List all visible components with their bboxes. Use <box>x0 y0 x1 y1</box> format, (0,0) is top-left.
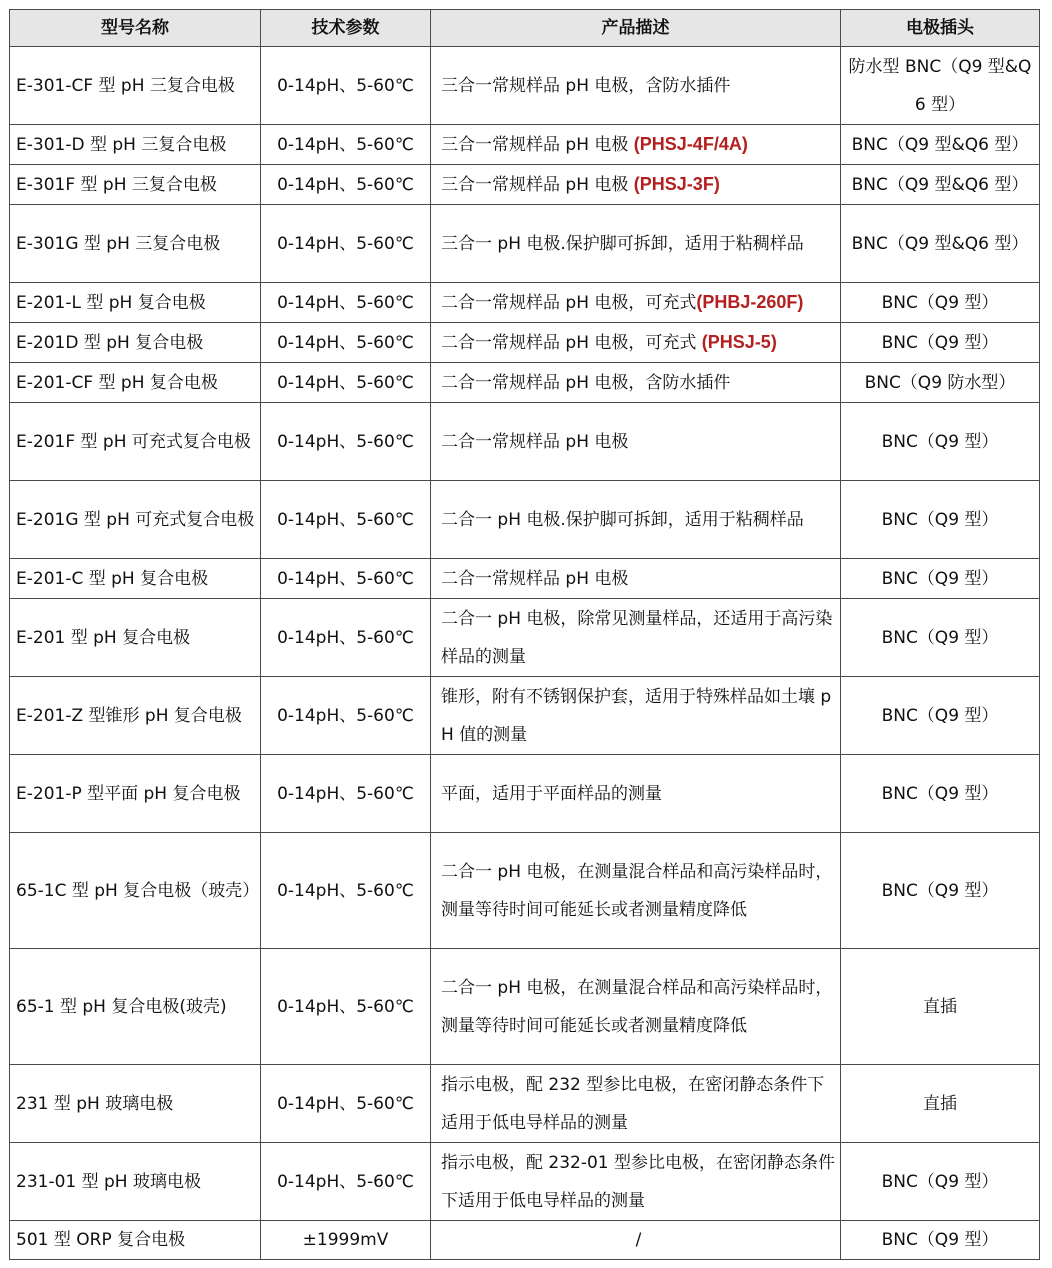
electrode-plug: 直插 <box>841 1065 1040 1143</box>
electrode-plug: BNC（Q9 型） <box>841 283 1040 323</box>
table-row <box>10 755 1040 833</box>
model-name: 501 型 ORP 复合电极 <box>10 1221 261 1260</box>
product-desc <box>431 677 841 755</box>
electrode-plug: BNC（Q9 型&Q6 型） <box>841 205 1040 283</box>
electrode-plug: BNC（Q9 型） <box>841 481 1040 559</box>
tech-params: 0-14pH、5-60℃ <box>261 323 431 363</box>
tech-params: 0-14pH、5-60℃ <box>261 481 431 559</box>
model-name: E-201D 型 pH 复合电极 <box>10 323 261 363</box>
table-row <box>10 949 1040 1065</box>
model-name: E-201-P 型平面 pH 复合电极 <box>10 755 261 833</box>
header-tech-params: 技术参数 <box>261 10 431 47</box>
product-desc <box>431 599 841 677</box>
product-desc <box>431 125 841 165</box>
product-desc <box>431 47 841 125</box>
desc-model-ref: (PHSJ-5) <box>701 332 777 352</box>
desc-text: 平面，适用于平面样品的测量 <box>441 783 662 804</box>
electrode-plug: 防水型 BNC（Q9 型&Q6 型） <box>841 47 1040 125</box>
electrode-plug: BNC（Q9 型） <box>841 1221 1040 1260</box>
header-model-name: 型号名称 <box>10 10 261 47</box>
table-row <box>10 283 1040 323</box>
product-desc <box>431 403 841 481</box>
product-desc <box>431 559 841 599</box>
electrode-table-wrapper <box>9 9 1040 1260</box>
tech-params: 0-14pH、5-60℃ <box>261 363 431 403</box>
model-name: E-301F 型 pH 三复合电极 <box>10 165 261 205</box>
product-desc <box>431 283 841 323</box>
table-row <box>10 599 1040 677</box>
tech-params: 0-14pH、5-60℃ <box>261 833 431 949</box>
desc-text: 三合一常规样品 pH 电极 <box>441 135 629 155</box>
model-name: 231 型 pH 玻璃电极 <box>10 1065 261 1143</box>
table-row <box>10 47 1040 125</box>
tech-params: ±1999mV <box>261 1221 431 1260</box>
tech-params: 0-14pH、5-60℃ <box>261 165 431 205</box>
table-row <box>10 403 1040 481</box>
model-name: E-201-CF 型 pH 复合电极 <box>10 363 261 403</box>
desc-text: 指示电极，配 232-01 型参比电极，在密闭静态条件下适用于低电导样品的测量 <box>441 1152 836 1211</box>
table-header-row <box>10 10 1040 47</box>
product-desc <box>431 323 841 363</box>
tech-params: 0-14pH、5-60℃ <box>261 47 431 125</box>
table-row <box>10 1065 1040 1143</box>
electrode-plug: BNC（Q9 型&Q6 型） <box>841 125 1040 165</box>
desc-text: / <box>635 1230 642 1250</box>
product-desc <box>431 205 841 283</box>
model-name: E-201G 型 pH 可充式复合电极 <box>10 481 261 559</box>
table-row <box>10 205 1040 283</box>
header-electrode-plug: 电极插头 <box>841 10 1040 47</box>
tech-params: 0-14pH、5-60℃ <box>261 403 431 481</box>
model-name: E-301-D 型 pH 三复合电极 <box>10 125 261 165</box>
table-row <box>10 481 1040 559</box>
table-row <box>10 125 1040 165</box>
tech-params: 0-14pH、5-60℃ <box>261 755 431 833</box>
table-row <box>10 677 1040 755</box>
product-desc <box>431 1065 841 1143</box>
product-desc <box>431 165 841 205</box>
tech-params: 0-14pH、5-60℃ <box>261 677 431 755</box>
desc-text: 三合一常规样品 pH 电极，含防水插件 <box>441 75 731 96</box>
model-name: E-201-L 型 pH 复合电极 <box>10 283 261 323</box>
desc-model-ref: (PHBJ-260F) <box>696 292 804 312</box>
desc-model-ref: (PHSJ-3F) <box>633 174 720 194</box>
electrode-plug: BNC（Q9 型） <box>841 755 1040 833</box>
electrode-plug: BNC（Q9 型） <box>841 403 1040 481</box>
table-row <box>10 165 1040 205</box>
table-row <box>10 363 1040 403</box>
tech-params: 0-14pH、5-60℃ <box>261 1143 431 1221</box>
desc-text: 二合一常规样品 pH 电极，含防水插件 <box>441 372 731 393</box>
product-desc <box>431 949 841 1065</box>
tech-params: 0-14pH、5-60℃ <box>261 599 431 677</box>
model-name: E-301G 型 pH 三复合电极 <box>10 205 261 283</box>
desc-model-ref: (PHSJ-4F/4A) <box>633 134 748 154</box>
model-name: 65-1 型 pH 复合电极(玻壳) <box>10 949 261 1065</box>
table-row <box>10 1221 1040 1260</box>
desc-text: 二合一常规样品 pH 电极 <box>441 568 629 589</box>
electrode-plug: BNC（Q9 型） <box>841 677 1040 755</box>
tech-params: 0-14pH、5-60℃ <box>261 125 431 165</box>
desc-text: 二合一 pH 电极，在测量混合样品和高污染样品时，测量等待时间可能延长或者测量精度降低 <box>441 861 833 920</box>
table-row <box>10 559 1040 599</box>
product-desc <box>431 1143 841 1221</box>
product-desc <box>431 755 841 833</box>
desc-text: 二合一常规样品 pH 电极 <box>441 431 629 452</box>
electrode-plug: 直插 <box>841 949 1040 1065</box>
model-name: E-201-Z 型锥形 pH 复合电极 <box>10 677 261 755</box>
table-row <box>10 833 1040 949</box>
model-name: E-301-CF 型 pH 三复合电极 <box>10 47 261 125</box>
model-name: 65-1C 型 pH 复合电极（玻壳） <box>10 833 261 949</box>
electrode-plug: BNC（Q9 型） <box>841 833 1040 949</box>
desc-text: 锥形，附有不锈钢保护套，适用于特殊样品如土壤 pH 值的测量 <box>441 686 832 745</box>
model-name: E-201-C 型 pH 复合电极 <box>10 559 261 599</box>
model-name: 231-01 型 pH 玻璃电极 <box>10 1143 261 1221</box>
model-name: E-201F 型 pH 可充式复合电极 <box>10 403 261 481</box>
tech-params: 0-14pH、5-60℃ <box>261 559 431 599</box>
header-product-desc: 产品描述 <box>431 10 841 47</box>
table-row <box>10 1143 1040 1221</box>
tech-params: 0-14pH、5-60℃ <box>261 1065 431 1143</box>
desc-text: 二合一 pH 电极，除常见测量样品，还适用于高污染样品的测量 <box>441 608 833 667</box>
product-desc <box>431 1221 841 1260</box>
desc-text: 二合一常规样品 pH 电极，可充式 <box>441 293 697 313</box>
product-desc <box>431 833 841 949</box>
desc-text: 三合一常规样品 pH 电极 <box>441 175 629 195</box>
tech-params: 0-14pH、5-60℃ <box>261 949 431 1065</box>
product-desc <box>431 363 841 403</box>
electrode-plug: BNC（Q9 型&Q6 型） <box>841 165 1040 205</box>
desc-text: 三合一 pH 电极.保护脚可拆卸，适用于粘稠样品 <box>441 233 804 254</box>
desc-text: 指示电极，配 232 型参比电极，在密闭静态条件下适用于低电导样品的测量 <box>441 1074 825 1133</box>
table-row <box>10 323 1040 363</box>
electrode-plug: BNC（Q9 型） <box>841 599 1040 677</box>
electrode-plug: BNC（Q9 防水型） <box>841 363 1040 403</box>
electrode-plug: BNC（Q9 型） <box>841 323 1040 363</box>
electrode-spec-table <box>9 9 1040 1260</box>
tech-params: 0-14pH、5-60℃ <box>261 205 431 283</box>
electrode-plug: BNC（Q9 型） <box>841 1143 1040 1221</box>
model-name: E-201 型 pH 复合电极 <box>10 599 261 677</box>
product-desc <box>431 481 841 559</box>
desc-text: 二合一常规样品 pH 电极，可充式 <box>441 333 697 353</box>
tech-params: 0-14pH、5-60℃ <box>261 283 431 323</box>
desc-text: 二合一 pH 电极，在测量混合样品和高污染样品时，测量等待时间可能延长或者测量精度降低 <box>441 977 833 1036</box>
desc-text: 二合一 pH 电极.保护脚可拆卸，适用于粘稠样品 <box>441 509 804 530</box>
electrode-plug: BNC（Q9 型） <box>841 559 1040 599</box>
